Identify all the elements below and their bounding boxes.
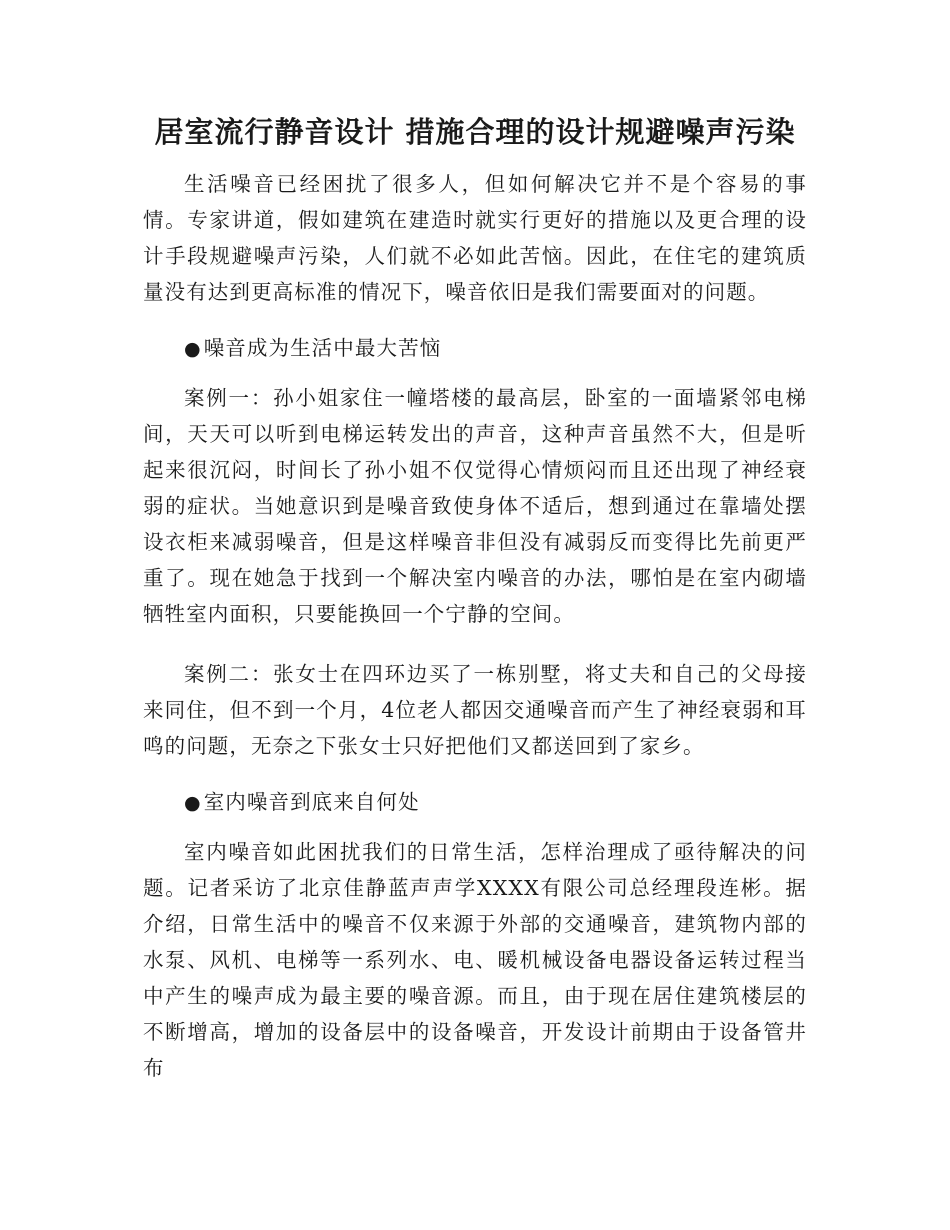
document-title: 居室流行静音设计 措施合理的设计规避噪声污染: [154, 115, 796, 149]
paragraph-case-2: 案例二：张女士在四环边买了一栋别墅，将丈夫和自己的父母接来同住，但不到一个月，4位老人都因交通噪音而产生了神经衰弱和耳鸣的问题，无奈之下张女士只好把他们又都送回到了家乡。: [143, 662, 807, 758]
section-heading-1-text: 噪音成为生活中最大苦恼: [203, 336, 442, 360]
section-heading-1: [143, 330, 807, 367]
paragraph-intro: 生活噪音已经困扰了很多人，但如何解决它并不是个容易的事情。专家讲道，假如建筑在建造时就实行更好的措施以及更合理的设计手段规避噪声污染，人们就不必如此苦恼。因此，在住宅的建筑质量没有达到更高标准的情况下，噪音依旧是我们需要面对的问题。: [143, 172, 807, 304]
paragraph-case-1: 案例一：孙小姐家住一幢塔楼的最高层，卧室的一面墙紧邻电梯间，天天可以听到电梯运转发出的声音，这种声音虽然不大，但是听起来很沉闷，时间长了孙小姐不仅觉得心情烦闷而且还出现了神经衰弱的症状。当她意识到是噪音致使身体不适后，想到通过在靠墙处摆设衣柜来减弱噪音，但是这样噪音非但没有减弱反而变得比先前更严重了。现在她急于找到一个解决室内噪音的办法，哪怕是在室内砌墙牺牲室内面积，只要能换回一个宁静的空间。: [143, 386, 807, 626]
paragraph-noise-sources: 室内噪音如此困扰我们的日常生活，怎样治理成了亟待解决的问题。记者采访了北京佳静蓝声声学XXXX有限公司总经理段连彬。据介绍，日常生活中的噪音不仅来源于外部的交通噪音，建筑物内部的水泵、风机、电梯等一系列水、电、暖机械设备电器设备运转过程当中产生的噪声成为最主要的噪音源。而且，由于现在居住建筑楼层的不断增高，增加的设备层中的设备噪音，开发设计前期由于设备管井布: [143, 840, 807, 1080]
bullet-icon: ●: [184, 338, 202, 360]
section-heading-2-text: 室内噪音到底来自何处: [203, 790, 420, 814]
section-heading-2: [143, 784, 807, 821]
bullet-icon: ●: [184, 792, 202, 814]
